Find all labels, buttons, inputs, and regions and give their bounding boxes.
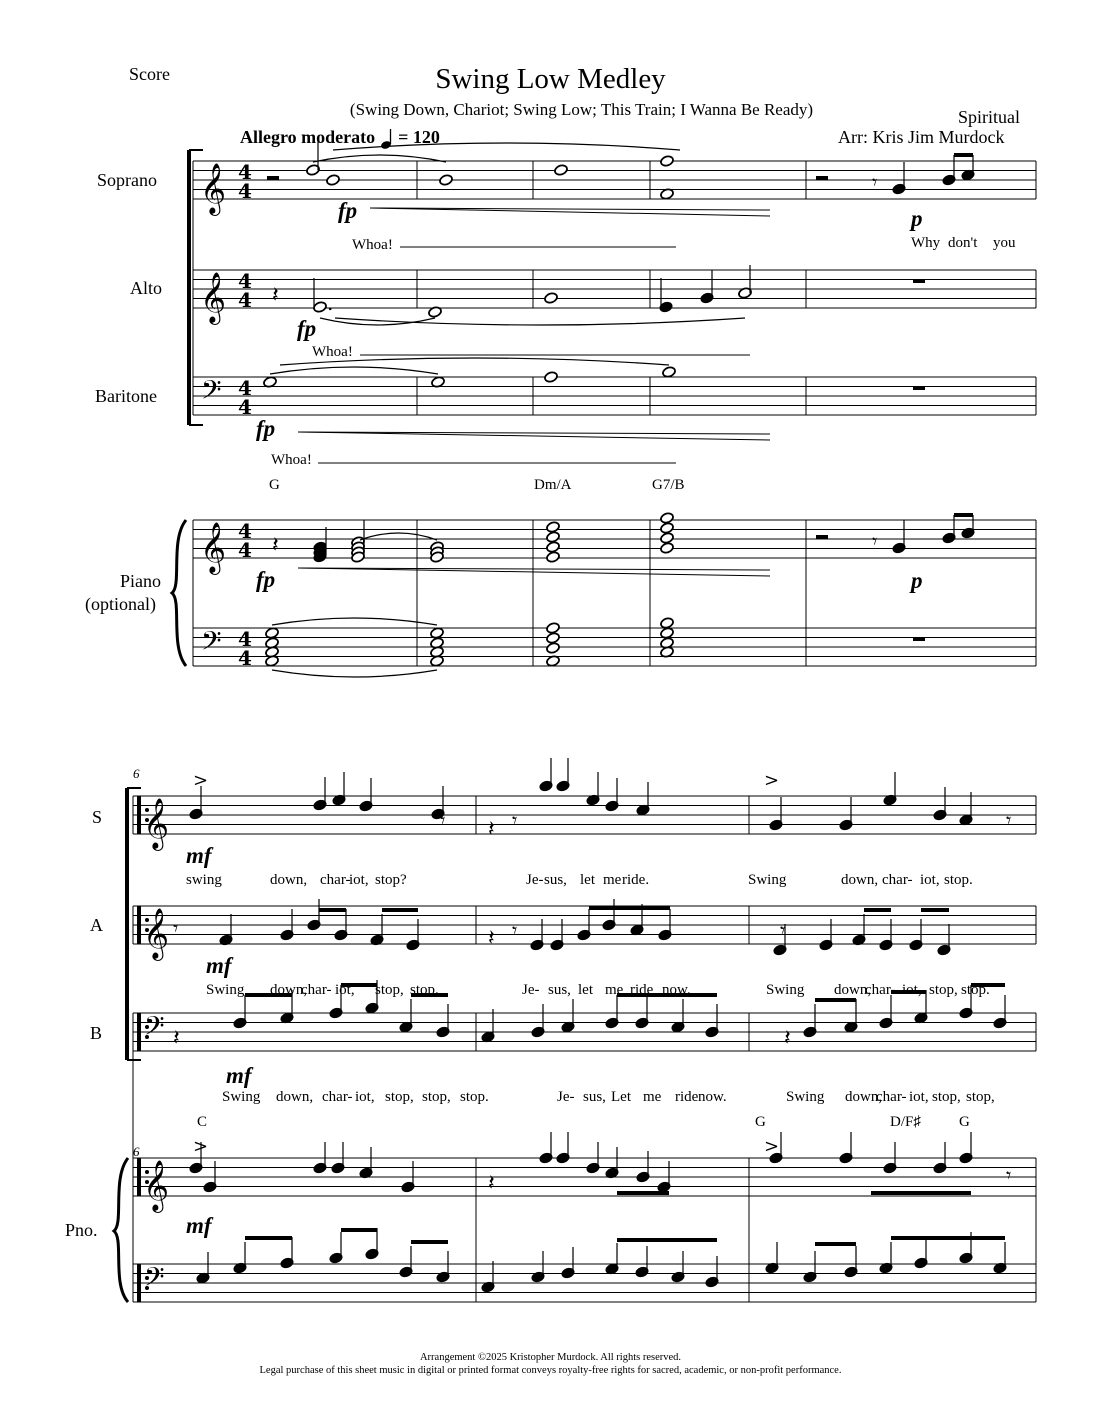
lyric-syllable: iot,	[335, 982, 355, 998]
time-signature: 4	[238, 160, 252, 184]
accent: >	[764, 770, 780, 791]
page-title: Swing Low Medley	[435, 63, 666, 95]
accent: >	[764, 1136, 780, 1157]
lyric-syllable: Swing	[766, 982, 805, 998]
accent: >	[193, 1136, 209, 1157]
eighth-rest-icon: 𝄾	[512, 808, 518, 832]
whole-note	[546, 541, 561, 554]
whole-note	[546, 551, 561, 564]
markings	[114, 143, 1011, 1302]
lyric-syllable: iot,	[355, 1089, 375, 1105]
time-signature: 4	[238, 179, 252, 203]
slur	[272, 670, 437, 677]
lyric-soprano-dont: don't	[948, 235, 978, 251]
accent: >	[193, 770, 209, 791]
lyric-syllable: char-	[882, 872, 913, 888]
eighth-rest-icon: 𝄾	[872, 529, 878, 553]
eighth-rest-icon: 𝄾	[872, 170, 878, 194]
lyric-syllable: now.	[698, 1089, 727, 1105]
quarter-rest-icon: 𝄽	[272, 533, 279, 558]
whole-note	[546, 622, 561, 635]
whole-note	[546, 632, 561, 645]
lyric-syllable: stop.	[460, 1089, 489, 1105]
lyric-syllable: stop.	[961, 982, 990, 998]
lyric-syllable: stop,	[375, 982, 404, 998]
whole-note	[326, 174, 341, 187]
lyric-syllable: Let	[611, 1089, 631, 1105]
whole-rest	[913, 637, 925, 641]
bass-clef-icon: 𝄢	[144, 1261, 165, 1299]
whole-note	[662, 366, 677, 379]
dynamic-piano-mf: mf	[186, 1213, 212, 1238]
slur	[270, 367, 438, 374]
chord-symbol: G7/B	[652, 477, 685, 493]
lyric-syllable: let	[580, 872, 595, 888]
quarter-rest-icon: 𝄽	[272, 283, 279, 308]
whole-note	[544, 371, 559, 384]
time-signature: 4	[238, 376, 252, 400]
half-rest	[816, 535, 828, 539]
eighth-rest-icon: 𝄾	[512, 918, 518, 942]
dynamic-baritone-mf: mf	[226, 1063, 252, 1088]
part-label-baritone: Baritone	[95, 386, 157, 406]
lyric-syllable: now.	[662, 982, 691, 998]
lyric-syllable: Je-	[526, 872, 544, 888]
time-signature: 4	[238, 627, 252, 651]
slur	[272, 618, 437, 625]
lyric-syllable: stop,	[966, 1089, 995, 1105]
lyric-baritone-whoa: Whoa!	[271, 452, 312, 468]
lyric-syllable: stop,	[929, 982, 958, 998]
lyric-alto-whoa: Whoa!	[312, 344, 353, 360]
arranger-credit: Arr: Kris Jim Murdock	[838, 127, 1005, 147]
time-signature: 4	[238, 269, 252, 293]
chord-symbol: G	[959, 1114, 970, 1130]
dynamic-soprano-fp: fp	[338, 198, 358, 223]
lyric-syllable: stop.	[944, 872, 973, 888]
treble-clef-icon: 𝄞	[143, 908, 170, 959]
bass-clef-icon: 𝄢	[201, 374, 222, 412]
treble-clef-icon: 𝄞	[200, 272, 227, 323]
quarter-rest-icon: 𝄽	[488, 1171, 495, 1196]
chord-symbol: G	[755, 1114, 766, 1130]
measure-number-piano: 6	[133, 1144, 140, 1159]
dot: .	[327, 291, 334, 315]
treble-clef-icon: 𝄞	[143, 798, 170, 849]
chord-symbol: Dm/A	[534, 477, 572, 493]
dynamic-piano-fp: fp	[256, 567, 276, 592]
time-signature: 4	[238, 395, 252, 419]
whole-note	[546, 642, 561, 655]
lyric-syllable: ride.	[622, 872, 650, 888]
lyric-syllable: Je-	[557, 1089, 575, 1105]
tempo-value: = 120	[398, 127, 440, 147]
quarter-rest-icon: 𝄽	[173, 1026, 180, 1051]
dynamic-soprano-mf: mf	[186, 843, 212, 868]
source-credit: Spiritual	[958, 107, 1020, 127]
lyric-syllable: me	[605, 982, 624, 998]
time-signature: 4	[238, 288, 252, 312]
whole-rest	[913, 279, 925, 283]
lyric-syllable: ride	[675, 1089, 699, 1105]
part-label-s: S	[92, 807, 103, 827]
lyric-syllable: sus,	[583, 1089, 606, 1105]
piano-brace	[172, 520, 186, 666]
notes	[189, 140, 1008, 1293]
part-label-piano: Piano	[120, 571, 162, 591]
dynamic-baritone-fp: fp	[256, 416, 276, 441]
treble-clef-icon: 𝄞	[200, 522, 227, 573]
dynamic-alto-mf: mf	[206, 953, 232, 978]
half-rest	[816, 176, 828, 180]
whole-note	[439, 174, 454, 187]
page-subtitle: (Swing Down, Chariot; Swing Low; This Train; I Wanna Be Ready)	[349, 100, 814, 119]
eighth-rest-icon: 𝄾	[780, 918, 786, 942]
dynamic-alto-fp: fp	[297, 316, 317, 341]
part-label-piano-optional: (optional)	[85, 594, 156, 614]
quarter-rest-icon: 𝄽	[784, 1026, 791, 1051]
whole-note	[544, 292, 559, 305]
footer-copyright: Arrangement ©2025 Kristopher Murdock. All rights reserved.	[419, 1352, 682, 1363]
whole-note	[660, 522, 675, 535]
lyric-syllable: stop,	[932, 1089, 961, 1105]
tempo-marking	[240, 127, 440, 150]
lyric-syllable: iot,	[920, 872, 940, 888]
time-signature: 4	[238, 646, 252, 670]
whole-note	[554, 164, 569, 177]
lyric-syllable: iot,	[902, 982, 922, 998]
lyric-syllable: down,	[276, 1089, 314, 1105]
quarter-rest-icon: 𝄽	[488, 817, 495, 842]
lyric-syllable: stop.	[410, 982, 439, 998]
whole-note	[660, 512, 675, 525]
lyric-syllable: down,	[845, 1089, 883, 1105]
lyric-syllable: sus,	[544, 872, 567, 888]
dynamic-soprano-p: p	[911, 206, 923, 231]
lyric-soprano-whoa: Whoa!	[352, 237, 393, 253]
lyric-syllable: stop?	[375, 872, 407, 888]
eighth-rest-icon: 𝄾	[440, 808, 446, 832]
lyric-syllable: Je-	[522, 982, 540, 998]
whole-note	[546, 521, 561, 534]
lyric-syllable: me	[643, 1089, 662, 1105]
lyric-syllable: down,	[841, 872, 879, 888]
lyric-syllable: stop,	[422, 1089, 451, 1105]
footer-license: Legal purchase of this sheet music in digital or printed format conveys royalty-free rights for sacred, academic, or non-profit performance.	[259, 1365, 842, 1376]
lyric-syllable: char-	[322, 1089, 353, 1105]
whole-note	[660, 532, 675, 545]
piano-brace	[114, 1158, 128, 1302]
dynamic-piano-p: p	[911, 568, 923, 593]
whole-note	[660, 617, 675, 630]
lyric-syllable: sus,	[548, 982, 571, 998]
lyric-syllable: iot,	[909, 1089, 929, 1105]
lyric-syllable: ride	[630, 982, 654, 998]
lyric-soprano-you: you	[993, 235, 1016, 251]
note	[313, 301, 328, 314]
eighth-rest-icon: 𝄾	[173, 916, 179, 940]
lyric-syllable: iot,	[349, 872, 369, 888]
lyric-syllable: Swing	[748, 872, 787, 888]
lyric-syllable: stop,	[385, 1089, 414, 1105]
lyric-syllable: down,	[834, 982, 872, 998]
lyric-syllable: Swing	[206, 982, 245, 998]
lyric-syllable: char-	[876, 1089, 907, 1105]
part-label-pno: Pno.	[65, 1220, 98, 1240]
treble-clef-icon: 𝄞	[200, 163, 227, 214]
bass-clef-icon: 𝄢	[144, 1010, 165, 1048]
chord-symbol: C	[197, 1114, 208, 1130]
tempo-text: Allegro moderato	[240, 127, 376, 147]
quarter-rest-icon: 𝄽	[488, 926, 495, 951]
lyric-syllable: Swing	[222, 1089, 261, 1105]
whole-rest	[913, 386, 925, 390]
half-rest	[267, 176, 279, 180]
treble-clef-icon: 𝄞	[143, 1160, 170, 1211]
slur	[320, 318, 435, 325]
part-label-a: A	[90, 915, 103, 935]
whole-note	[546, 531, 561, 544]
lyric-syllable: char-	[865, 982, 896, 998]
lyric-syllable: char-	[301, 982, 332, 998]
lyric-syllable: char-	[320, 872, 351, 888]
lyric-syllable: down,	[270, 982, 308, 998]
whole-note	[660, 542, 675, 555]
lyric-syllable: swing	[186, 872, 222, 888]
score-label: Score	[129, 64, 170, 84]
quarter-note-icon	[380, 128, 394, 150]
chord-symbol: D/F♯	[890, 1114, 921, 1130]
part-label-alto: Alto	[130, 278, 163, 298]
bass-clef-icon: 𝄢	[201, 625, 222, 663]
eighth-rest-icon: 𝄾	[1006, 808, 1012, 832]
measure-number: 6	[133, 766, 140, 781]
lyric-syllable: Swing	[786, 1089, 825, 1105]
chord-symbol: G	[269, 477, 280, 493]
part-label-soprano: Soprano	[97, 170, 157, 190]
time-signature: 4	[238, 519, 252, 543]
lyric-syllable: let	[578, 982, 593, 998]
lyric-syllable: down,	[270, 872, 308, 888]
lyric-soprano-why: Why	[911, 235, 941, 251]
part-label-b: B	[90, 1023, 103, 1043]
lyric-syllable: me	[603, 872, 622, 888]
eighth-rest-icon: 𝄾	[1006, 1163, 1012, 1187]
whole-note	[660, 155, 675, 168]
time-signature: 4	[238, 538, 252, 562]
